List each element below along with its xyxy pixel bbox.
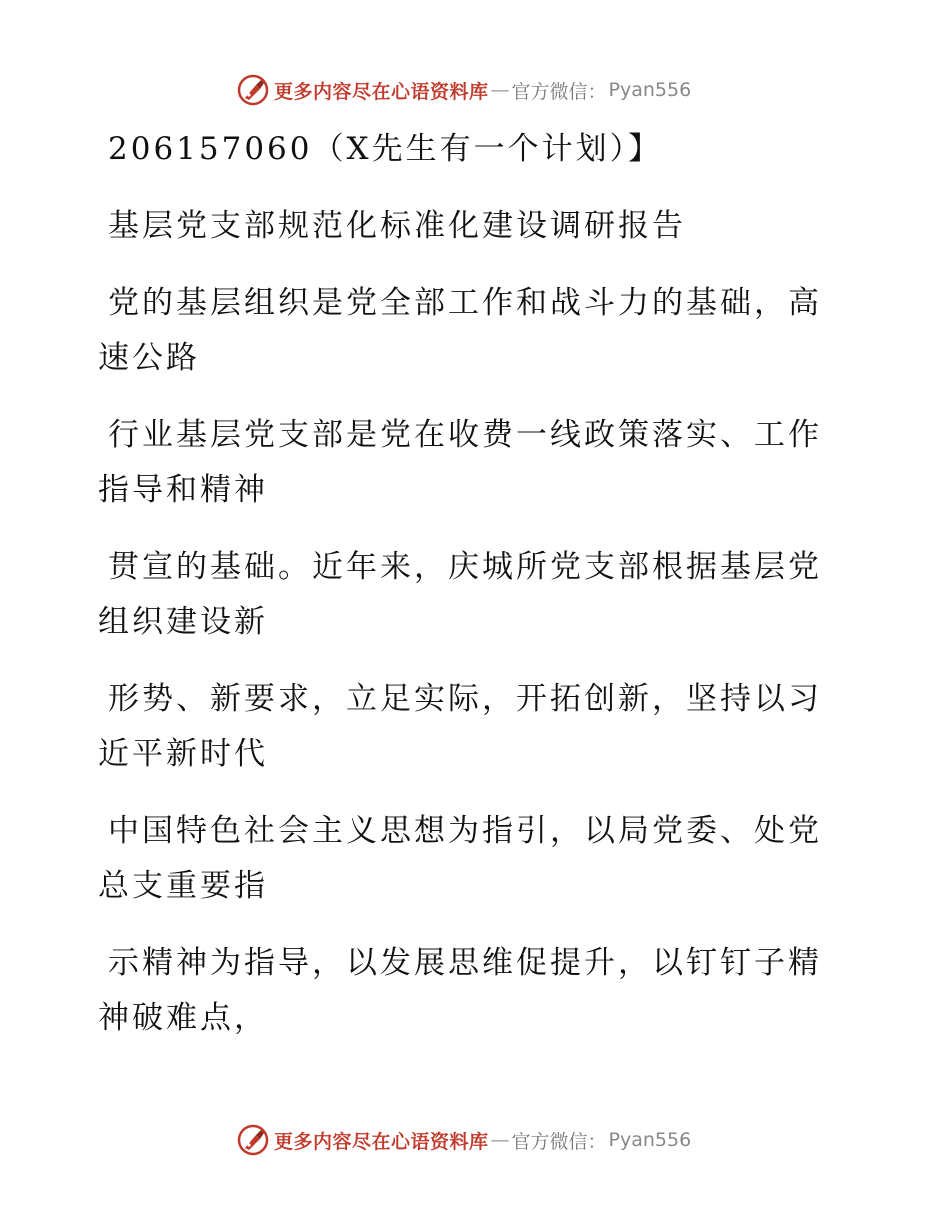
paragraph: 形势、新要求，立足实际，开拓创新，坚持以习近平新时代: [98, 681, 822, 772]
watermark-wechat-id: Pyan556: [608, 79, 692, 101]
watermark-brand-text: 更多内容尽在心语资料库: [274, 1130, 489, 1153]
paragraph-reference-line: 206157060（X先生有一个计划）】: [108, 131, 663, 167]
watermark-wechat-id: Pyan556: [608, 1129, 692, 1151]
pen-nib-logo-icon: [236, 1123, 270, 1157]
watermark-wechat-label: 官方微信：: [511, 1130, 607, 1153]
document-title: 基层党支部规范化标准化建设调研报告: [108, 208, 686, 244]
watermark-brand-text: 更多内容尽在心语资料库: [274, 80, 489, 103]
pen-nib-logo-icon: [236, 73, 270, 107]
watermark-banner-top: [236, 72, 691, 108]
paragraph: 示精神为指导，以发展思维促提升，以钉钉子精神破难点，: [98, 945, 822, 1036]
paragraph: 党的基层组织是党全部工作和战斗力的基础，高速公路: [98, 285, 822, 376]
paragraph: 行业基层党支部是党在收费一线政策落实、工作指导和精神: [98, 417, 822, 508]
paragraph: 贯宣的基础。近年来，庆城所党支部根据基层党组织建设新: [98, 549, 822, 640]
watermark-separator: —: [490, 79, 510, 101]
watermark-banner-bottom: [236, 1122, 691, 1158]
paragraph: 中国特色社会主义思想为指引，以局党委、处党总支重要指: [98, 813, 822, 904]
watermark-separator: —: [490, 1129, 510, 1151]
document-body: [98, 122, 828, 1068]
watermark-wechat-label: 官方微信：: [511, 80, 607, 103]
